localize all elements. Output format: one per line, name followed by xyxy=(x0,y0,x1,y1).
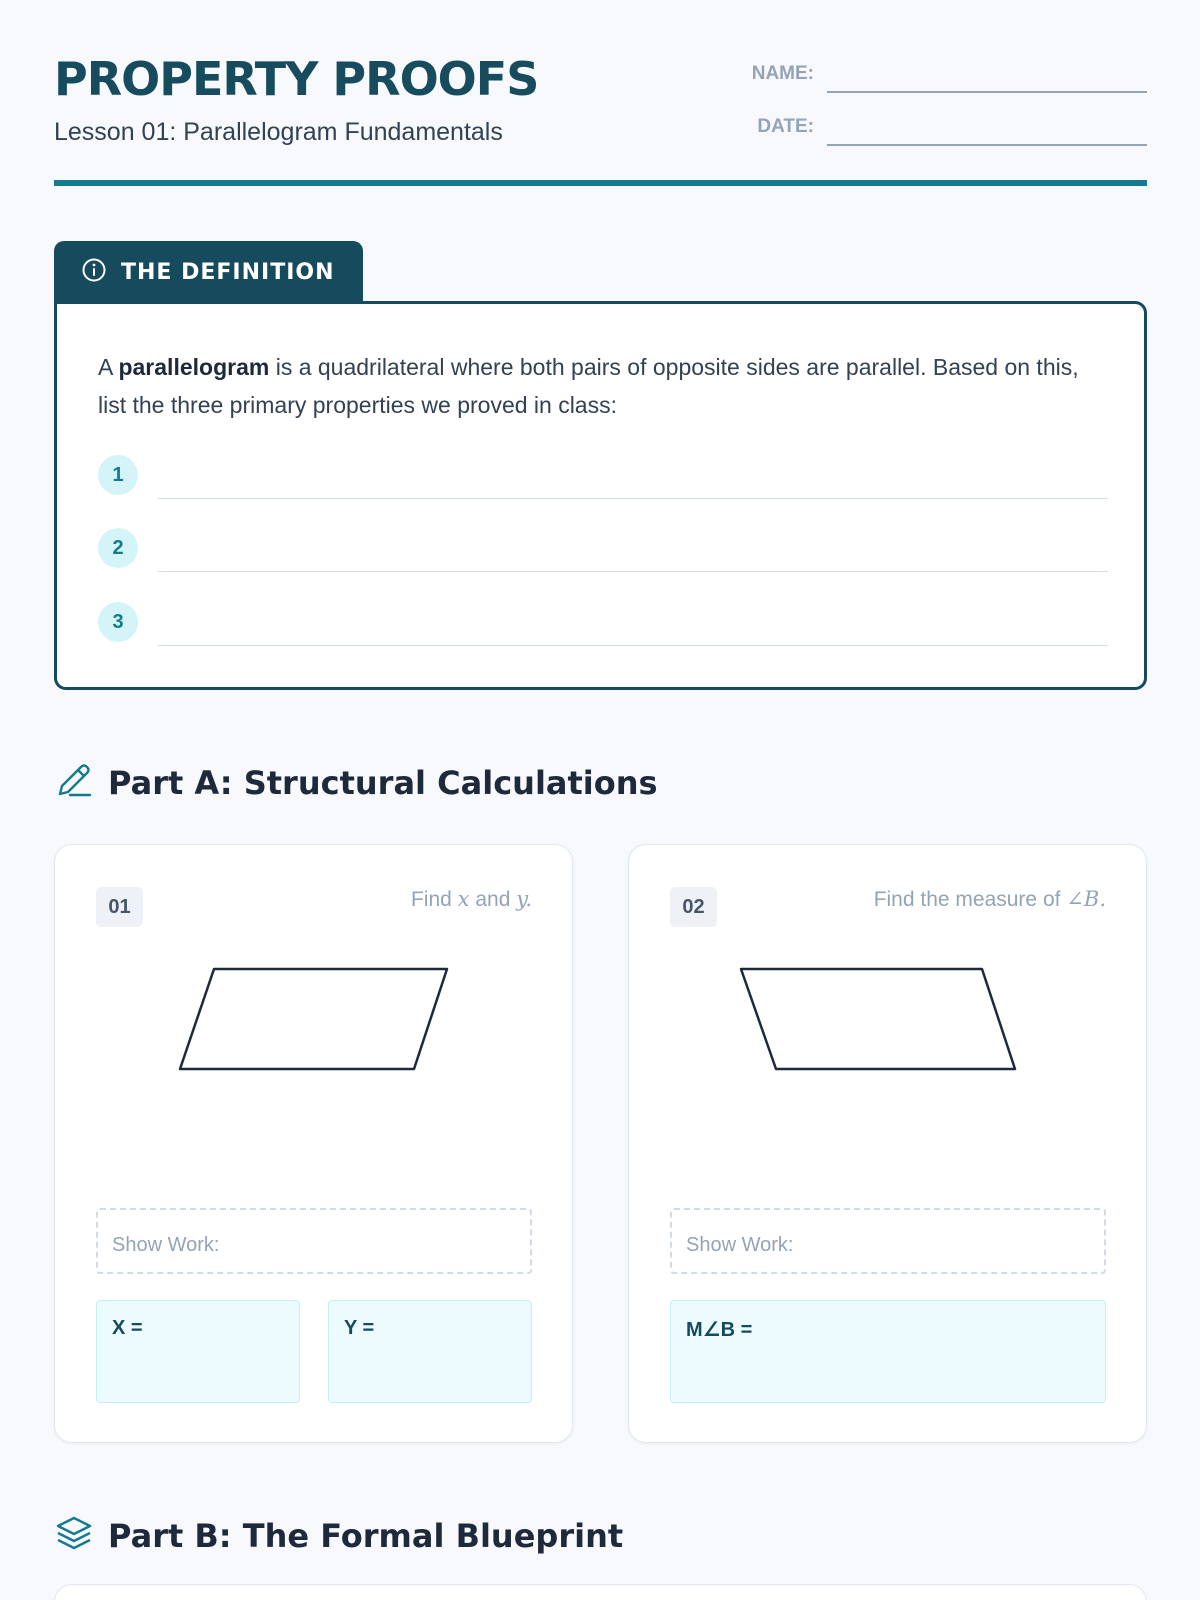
worksheet-page xyxy=(54,0,1147,1555)
prompt-angle: ∠B. xyxy=(1066,887,1106,911)
definition-text xyxy=(98,348,1108,424)
prompt-variable: y. xyxy=(516,887,532,911)
property-answer-line[interactable] xyxy=(158,645,1108,646)
part-b-heading xyxy=(54,1513,623,1558)
part-a-heading xyxy=(54,760,658,805)
problem-number: 01 xyxy=(96,887,143,927)
property-row xyxy=(98,528,1108,572)
prompt-text: and xyxy=(475,888,511,911)
pencil-icon xyxy=(54,760,94,805)
problem-prompt xyxy=(411,887,532,912)
property-answer-line[interactable] xyxy=(158,498,1108,499)
answer-box-angle-b[interactable]: M∠B = xyxy=(670,1300,1106,1403)
name-field[interactable] xyxy=(827,91,1147,93)
definition-text-prefix: A xyxy=(98,354,113,380)
property-number: 2 xyxy=(98,528,138,568)
info-icon xyxy=(81,257,107,288)
parallelogram-figure xyxy=(55,965,574,1115)
prompt-text: Find the measure of xyxy=(873,888,1061,911)
problem-card xyxy=(628,844,1147,1443)
page-title: PROPERTY PROOFS xyxy=(54,52,539,106)
prompt-text: Find xyxy=(410,888,452,911)
blueprint-card xyxy=(54,1584,1147,1600)
show-work-area[interactable]: Show Work: xyxy=(670,1208,1106,1274)
property-number: 3 xyxy=(98,602,138,642)
layers-icon xyxy=(54,1513,94,1558)
part-a-title: Part A: Structural Calculations xyxy=(108,763,658,802)
problem-card xyxy=(54,844,573,1443)
property-number: 1 xyxy=(98,455,138,495)
prompt-variable: x xyxy=(457,887,470,911)
worksheet-header xyxy=(54,0,1147,187)
property-row xyxy=(98,455,1108,499)
definition-tab xyxy=(54,241,363,303)
problem-prompt xyxy=(874,887,1106,912)
property-row xyxy=(98,602,1108,646)
part-b-title: Part B: The Formal Blueprint xyxy=(108,1516,624,1555)
definition-box xyxy=(54,301,1147,690)
page-subtitle: Lesson 01: Parallelogram Fundamentals xyxy=(54,118,503,146)
property-answer-line[interactable] xyxy=(158,571,1108,572)
answer-box-y[interactable]: Y = xyxy=(328,1300,532,1403)
name-label: NAME: xyxy=(751,63,814,84)
date-label: DATE: xyxy=(757,116,814,137)
definition-tab-label: THE DEFINITION xyxy=(121,259,335,285)
answer-box-x[interactable]: X = xyxy=(96,1300,300,1403)
problem-number: 02 xyxy=(670,887,717,927)
definition-term: parallelogram xyxy=(118,354,270,380)
definition-text-body: is a quadrilateral where both pairs of opposite sides are parallel. Based on this, list the three primary properties we proved in class: xyxy=(98,354,1079,418)
date-field[interactable] xyxy=(827,144,1147,146)
parallelogram-figure xyxy=(629,965,1148,1115)
header-divider xyxy=(54,180,1147,186)
show-work-area[interactable]: Show Work: xyxy=(96,1208,532,1274)
